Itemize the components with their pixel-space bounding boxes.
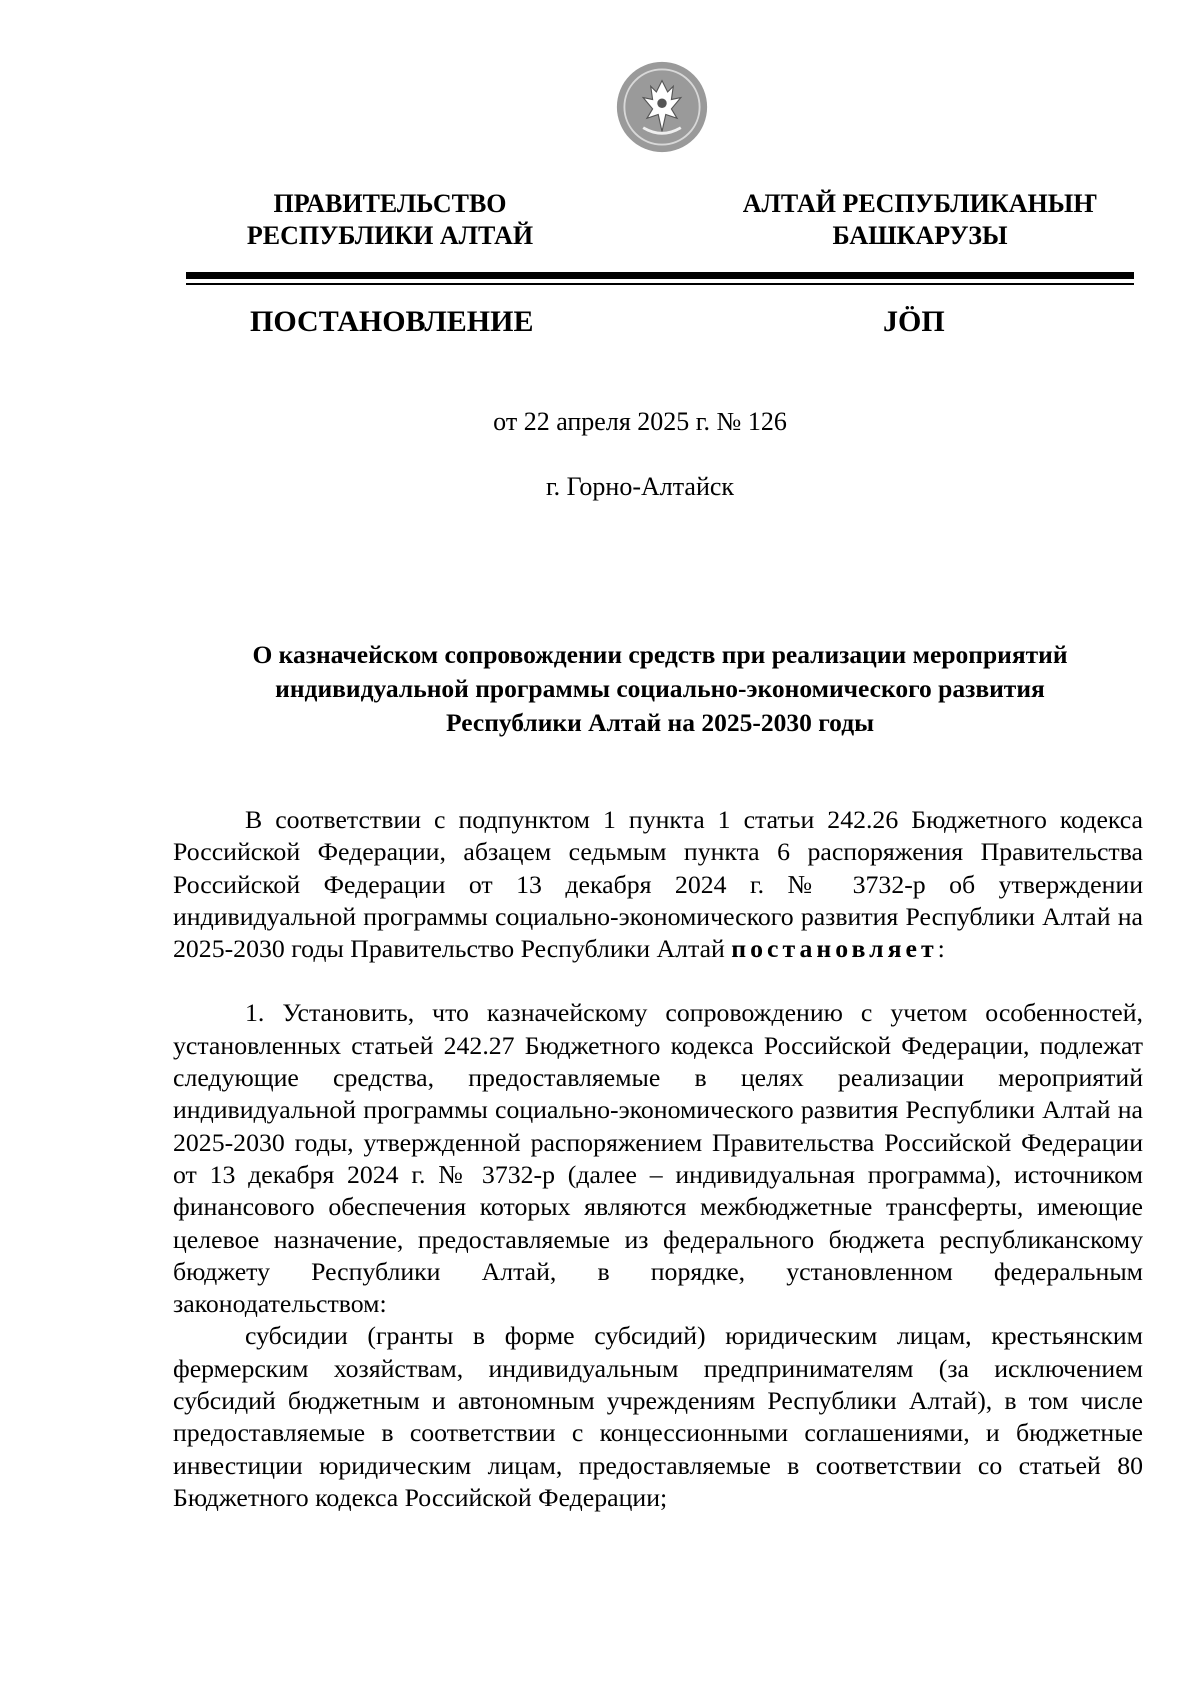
document-body: [173, 804, 1143, 1514]
org-name-russian: [220, 188, 560, 252]
org-name-altai-line1: АЛТАЙ РЕСПУБЛИКАНЫҤ: [742, 189, 1098, 218]
document-date-number: от 22 апреля 2025 г. № 126: [493, 407, 787, 436]
document-title-line1: О казначейском сопровождении средств при реализации мероприятий: [252, 640, 1068, 669]
preamble-text: В соответствии с подпунктом 1 пункта 1 статьи 242.26 Бюджетного кодекса Российской Федерации, абзацем седьмым пункта 6 распоряжения Правительства Российской Федерации от 13 декабря 2024 г. № 3732-р об утверждении индивидуальной программы социально-экономического развития Республики Алтай на 2025-2030 годы Правительство Республики Алтай: [173, 805, 1143, 964]
org-name-russian-line1: ПРАВИТЕЛЬСТВО: [273, 189, 507, 218]
preamble-paragraph: [173, 804, 1143, 965]
subitem-1-paragraph: субсидии (гранты в форме субсидий) юридическим лицам, крестьянским фермерским хозяйствам, индивидуальным предпринимателям (за исключением субсидий бюджетным и автономным учреждениям Республики Алтай), в том числе предоставляемые в соответствии с концессионными соглашениями, и бюджетные инвестиции юридическим лицам, предоставляемые в соответствии со статьей 80 Бюджетного кодекса Российской Федерации;: [173, 1321, 1143, 1512]
document-city: г. Горно-Алтайск: [545, 472, 735, 501]
document-title-line3: Республики Алтай на 2025-2030 годы: [446, 708, 874, 737]
doc-type-russian: ПОСТАНОВЛЕНИЕ: [250, 305, 534, 338]
resolves-word: постановляет: [731, 934, 938, 964]
org-name-altai: [720, 188, 1120, 252]
document-title: [186, 638, 1134, 740]
resolves-colon: :: [937, 934, 945, 964]
header-divider-thick: [186, 272, 1134, 279]
header-divider-thin: [186, 283, 1134, 285]
doc-type-altai: JÖП: [883, 305, 945, 338]
org-name-altai-line2: БАШКАРУЗЫ: [832, 221, 1008, 250]
item-1-paragraph: 1. Установить, что казначейскому сопровождению с учетом особенностей, установленных статьей 242.27 Бюджетного кодекса Российской Федерации, подлежат следующие средства, предоставляемые в целях реализации мероприятий индивидуальной программы социально-экономического развития Республики Алтай на 2025-2030 годы, утвержденной распоряжением Правительства Российской Федерации от 13 декабря 2024 г. № 3732-р (далее – индивидуальная программа), источником финансового обеспечения которых являются межбюджетные трансферты, имеющие целевое назначение, предоставляемые из федерального бюджета республиканскому бюджету Республики Алтай, в порядке, установленном федеральным законодательством:: [173, 998, 1143, 1319]
org-name-russian-line2: РЕСПУБЛИКИ АЛТАЙ: [246, 221, 534, 250]
coat-of-arms-icon: [615, 60, 709, 154]
document-title-line2: индивидуальной программы социально-экономического развития: [275, 674, 1045, 703]
